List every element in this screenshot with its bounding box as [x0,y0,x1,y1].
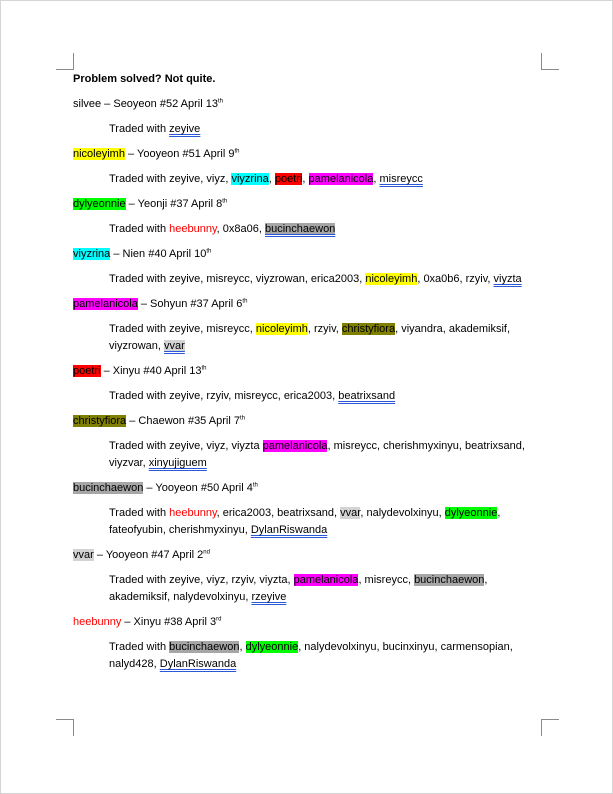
trade-partner: nicoleyimh [365,273,418,285]
entry-heading [73,296,543,313]
ordinal-suffix: th [222,198,228,205]
trade-partner: vvar [340,507,361,519]
trade-partner: DylanRiswanda [250,524,328,536]
margin-corner-bottom-right [541,719,559,736]
trade-partner: zeyive [169,123,201,135]
trade-partner: , misreycc, [358,574,415,586]
ordinal-suffix: th [217,98,223,105]
trade-partner: , rzyiv, [307,323,342,335]
trade-line [73,321,543,355]
member-info: – Yeonji #37 April 8 [125,198,223,210]
trade-partner: , fateofyubin, cherishmyxinyu, [109,507,501,536]
trade-partner: nicoleyimh [255,323,308,335]
trade-partner: dylyeonnie [245,641,299,653]
ordinal-suffix: th [252,482,258,489]
trade-partner: dylyeonnie [444,507,498,519]
ordinal-suffix: th [206,248,212,255]
trade-prefix: Traded with [109,507,170,519]
trade-partner: beatrixsand [338,390,396,402]
trade-partner: , 0x8a06, [216,223,265,235]
entry-heading [73,547,543,564]
ordinal-suffix: th [201,365,207,372]
trade-partner: poetri [274,173,303,185]
username: heebunny [73,616,122,628]
trade-partner: christyfiora [341,323,396,335]
trade-partner: pamelanicola [262,440,328,452]
document-body[interactable] [73,71,543,681]
username: bucinchaewon [73,482,144,494]
trade-partner: , akademiksif, nalydevolxinyu, [109,574,488,603]
trade-partner: heebunny [169,507,217,519]
trade-partner: , erica2003, beatrixsand, [216,507,341,519]
trade-prefix: Traded with zeyive, rzyiv, misreycc, erica2003, [109,390,339,402]
trade-partner: , viyandra, akademiksif, viyzrowan, [109,323,511,352]
ordinal-suffix: th [239,415,245,422]
margin-corner-top-left [56,53,74,70]
trade-partner: heebunny [169,223,217,235]
member-info: – Chaewon #35 April 7 [126,415,240,427]
trade-line [73,121,543,138]
member-info: – Seoyeon #52 April 13 [101,98,218,110]
ordinal-suffix: rd [216,616,222,623]
trade-prefix: Traded with [109,223,170,235]
trade-prefix: Traded with [109,641,170,653]
trade-partner: xinyujiguem [148,457,207,469]
trade-line [73,572,543,606]
trade-partner: bucinchaewon [264,223,336,235]
trade-line [73,505,543,539]
entry-list [73,96,543,673]
trade-prefix: Traded with zeyive, viyz, rzyiv, viyzta, [109,574,294,586]
trade-partner: pamelanicola [308,173,374,185]
margin-corner-top-right [541,53,559,70]
trade-line [73,171,543,188]
username: viyzrina [73,248,111,260]
trade-partner: , 0xa0b6, rzyiv, [417,273,494,285]
username: poetri [73,365,101,377]
entry-heading [73,196,543,213]
username: silvee [73,98,102,110]
trade-prefix: Traded with zeyive, viyz, viyzta [109,440,263,452]
trade-line [73,438,543,472]
margin-corner-bottom-left [56,719,74,736]
trade-line [73,271,543,288]
trade-partner: bucinchaewon [414,574,485,586]
entry-heading [73,363,543,380]
ordinal-suffix: th [242,298,248,305]
trade-partner: vvar [164,340,185,352]
entry-heading [73,246,543,263]
ordinal-suffix: th [234,148,240,155]
trade-partner: , nalydevolxinyu, bucinxinyu, carmensopian, nalyd428, [109,641,513,670]
trade-partner: , [302,173,309,185]
trade-partner: rzeyive [251,591,287,603]
entry-heading [73,146,543,163]
trade-partner: , nalydevolxinyu, [360,507,445,519]
trade-line [73,388,543,405]
trade-partner: viyzrina [231,173,269,185]
username: nicoleyimh [73,148,125,160]
member-info: – Nien #40 April 10 [110,248,207,260]
member-info: – Yooyeon #50 April 4 [143,482,253,494]
trade-prefix: Traded with zeyive, misreycc, viyzrowan, erica2003, [109,273,366,285]
member-info: – Xinyu #40 April 13 [100,365,202,377]
trade-line [73,221,543,238]
trade-partner: pamelanicola [293,574,359,586]
entry-heading [73,614,543,631]
trade-prefix: Traded with [109,123,170,135]
member-info: – Yooyeon #51 April 9 [124,148,235,160]
trade-partner: , [373,173,380,185]
trade-partner: viyzta [493,273,522,285]
member-info: – Xinyu #38 April 3 [121,616,217,628]
member-info: – Sohyun #37 April 6 [137,298,243,310]
trade-partner: , [268,173,275,185]
trade-partner: misreycc [379,173,423,185]
trade-prefix: Traded with zeyive, viyz, [109,173,232,185]
entry-heading [73,96,543,113]
trade-partner: , [239,641,246,653]
username: dylyeonnie [73,198,126,210]
trade-partner: bucinchaewon [169,641,240,653]
ordinal-suffix: nd [203,549,210,556]
username: christyfiora [73,415,127,427]
document-title: Problem solved? Not quite. [73,73,216,85]
member-info: – Yooyeon #47 April 2 [93,549,204,561]
trade-prefix: Traded with zeyive, misreycc, [109,323,256,335]
entry-heading [73,480,543,497]
trade-partner: , misreycc, cherishmyxinyu, beatrixsand, viyzvar, [109,440,525,469]
username: pamelanicola [73,298,138,310]
trade-partner: DylanRiswanda [159,658,237,670]
username: vvar [73,549,94,561]
trade-line [73,639,543,673]
entry-heading [73,413,543,430]
